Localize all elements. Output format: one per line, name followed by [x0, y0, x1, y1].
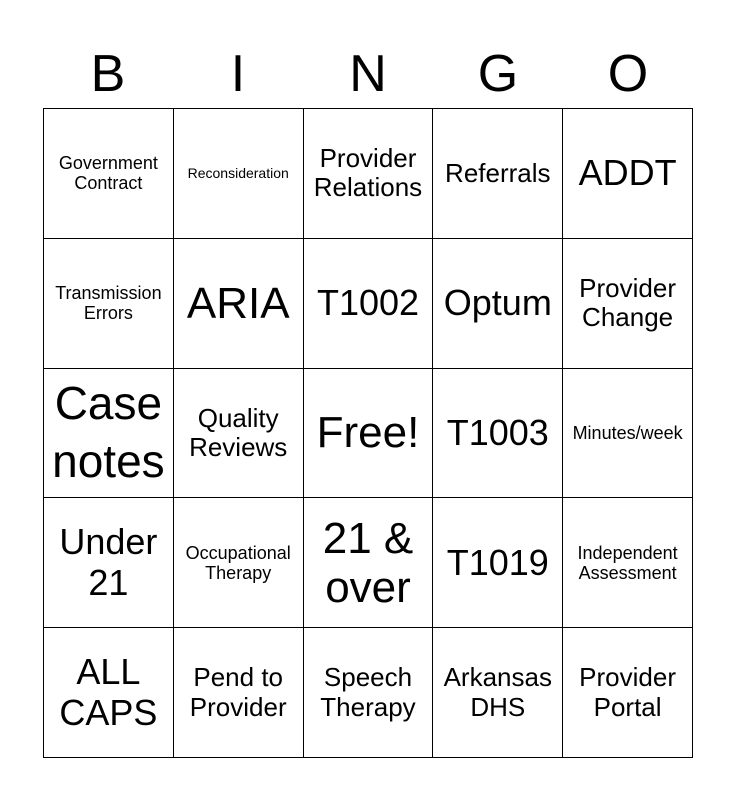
cell-text: ARIA	[186, 278, 290, 328]
bingo-cell[interactable]	[304, 239, 434, 369]
header-letter-n: N	[349, 45, 387, 103]
cell-text: T1003	[446, 411, 549, 453]
cell-text: ALL CAPS	[59, 651, 158, 733]
bingo-cell[interactable]	[304, 498, 434, 628]
bingo-cell[interactable]	[44, 109, 174, 239]
cell-text: 21 & over	[322, 513, 414, 612]
header-letter-i: I	[230, 45, 246, 103]
bingo-header	[43, 40, 693, 108]
bingo-cell[interactable]	[563, 628, 693, 758]
cell-text: Arkansas DHS	[443, 662, 552, 722]
bingo-cell[interactable]	[433, 369, 563, 499]
cell-text: T1002	[316, 282, 420, 324]
cell-text: Quality Reviews	[189, 402, 288, 462]
cell-text: Referrals	[445, 157, 551, 188]
cell-text: Independent Assessment	[577, 542, 678, 583]
cell-text: Minutes/week	[572, 422, 683, 443]
bingo-cell[interactable]	[563, 109, 693, 239]
cell-text: Speech Therapy	[320, 662, 416, 722]
cell-text: Provider Relations	[313, 143, 423, 203]
cell-text: Case notes	[52, 377, 165, 487]
cell-text: ADDT	[578, 152, 677, 194]
bingo-cell[interactable]	[44, 498, 174, 628]
bingo-cell[interactable]	[44, 628, 174, 758]
cell-text: Transmission Errors	[55, 283, 162, 324]
cell-text: Government Contract	[58, 153, 158, 194]
bingo-cell[interactable]	[174, 369, 304, 499]
cell-text: Provider Change	[579, 273, 676, 333]
cell-text: Free!	[316, 408, 420, 458]
bingo-cell[interactable]	[433, 239, 563, 369]
cell-text: Reconsideration	[187, 164, 289, 181]
bingo-cell[interactable]	[304, 109, 434, 239]
header-letter-o: O	[607, 45, 649, 103]
bingo-cell[interactable]	[433, 498, 563, 628]
cell-text: Provider Portal	[579, 662, 676, 722]
bingo-cell[interactable]	[44, 239, 174, 369]
bingo-board	[43, 108, 693, 758]
bingo-cell[interactable]	[174, 628, 304, 758]
header-letter-b: B	[90, 45, 126, 103]
bingo-cell[interactable]	[433, 109, 563, 239]
bingo-cell[interactable]	[433, 628, 563, 758]
bingo-cell[interactable]	[174, 109, 304, 239]
bingo-cell[interactable]	[563, 369, 693, 499]
bingo-cell[interactable]	[174, 498, 304, 628]
cell-text: Under 21	[59, 521, 158, 603]
bingo-cell[interactable]	[563, 498, 693, 628]
cell-text: Optum	[443, 282, 552, 324]
bingo-cell[interactable]	[174, 239, 304, 369]
bingo-cell[interactable]	[563, 239, 693, 369]
cell-text: T1019	[446, 541, 549, 583]
cell-text: Occupational Therapy	[185, 542, 291, 583]
header-letter-g: G	[477, 45, 519, 103]
bingo-cell[interactable]	[44, 369, 174, 499]
free-space-cell[interactable]	[304, 369, 434, 499]
bingo-cell[interactable]	[304, 628, 434, 758]
cell-text: Pend to Provider	[189, 662, 287, 722]
